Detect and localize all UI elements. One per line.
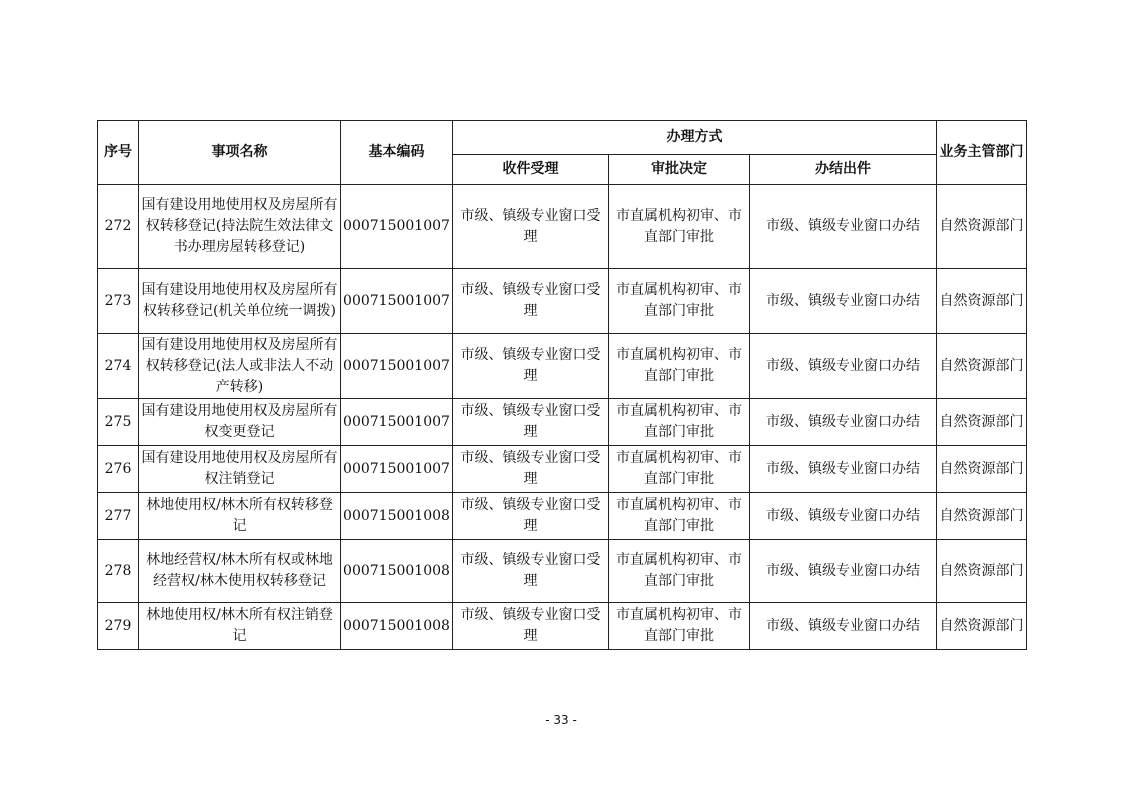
cell-seq: 278: [98, 540, 139, 603]
cell-receive: 市级、镇级专业窗口受理: [453, 540, 609, 603]
header-seq: 序号: [98, 121, 139, 185]
items-table: [97, 120, 1027, 650]
cell-issue: 市级、镇级专业窗口办结: [750, 493, 937, 540]
cell-code: 000715001007: [341, 185, 453, 269]
cell-dept: 自然资源部门: [937, 603, 1027, 650]
cell-dept: 自然资源部门: [937, 493, 1027, 540]
cell-code: 000715001008: [341, 493, 453, 540]
cell-seq: 277: [98, 493, 139, 540]
cell-issue: 市级、镇级专业窗口办结: [750, 446, 937, 493]
table-body: [98, 185, 1027, 650]
header-dept: 业务主管部门: [937, 121, 1027, 185]
table-row: [98, 334, 1027, 399]
table-row: [98, 493, 1027, 540]
cell-issue: 市级、镇级专业窗口办结: [750, 269, 937, 334]
cell-receive: 市级、镇级专业窗口受理: [453, 334, 609, 399]
cell-receive: 市级、镇级专业窗口受理: [453, 185, 609, 269]
cell-code: 000715001007: [341, 334, 453, 399]
cell-approve: 市直属机构初审、市直部门审批: [609, 493, 750, 540]
header-name: 事项名称: [139, 121, 341, 185]
cell-name: 国有建设用地使用权及房屋所有权转移登记(机关单位统一调拨): [139, 269, 341, 334]
cell-code: 000715001007: [341, 446, 453, 493]
cell-receive: 市级、镇级专业窗口受理: [453, 399, 609, 446]
cell-code: 000715001007: [341, 399, 453, 446]
cell-receive: 市级、镇级专业窗口受理: [453, 446, 609, 493]
cell-issue: 市级、镇级专业窗口办结: [750, 334, 937, 399]
header-approve: 审批决定: [609, 155, 750, 185]
cell-approve: 市直属机构初审、市直部门审批: [609, 603, 750, 650]
cell-dept: 自然资源部门: [937, 269, 1027, 334]
table-row: [98, 446, 1027, 493]
cell-issue: 市级、镇级专业窗口办结: [750, 399, 937, 446]
cell-seq: 275: [98, 399, 139, 446]
cell-approve: 市直属机构初审、市直部门审批: [609, 269, 750, 334]
cell-name: 国有建设用地使用权及房屋所有权变更登记: [139, 399, 341, 446]
table-row: [98, 603, 1027, 650]
cell-dept: 自然资源部门: [937, 446, 1027, 493]
cell-seq: 276: [98, 446, 139, 493]
cell-dept: 自然资源部门: [937, 540, 1027, 603]
header-receive: 收件受理: [453, 155, 609, 185]
cell-approve: 市直属机构初审、市直部门审批: [609, 446, 750, 493]
header-method: 办理方式: [453, 121, 937, 155]
table-row: [98, 269, 1027, 334]
cell-issue: 市级、镇级专业窗口办结: [750, 603, 937, 650]
cell-name: 国有建设用地使用权及房屋所有权注销登记: [139, 446, 341, 493]
cell-code: 000715001007: [341, 269, 453, 334]
cell-seq: 279: [98, 603, 139, 650]
cell-name: 国有建设用地使用权及房屋所有权转移登记(法人或非法人不动产转移): [139, 334, 341, 399]
cell-name: 林地经营权/林木所有权或林地经营权/林木使用权转移登记: [139, 540, 341, 603]
table-row: [98, 185, 1027, 269]
cell-approve: 市直属机构初审、市直部门审批: [609, 185, 750, 269]
cell-seq: 273: [98, 269, 139, 334]
cell-code: 000715001008: [341, 603, 453, 650]
header-code: 基本编码: [341, 121, 453, 185]
cell-name: 国有建设用地使用权及房屋所有权转移登记(持法院生效法律文书办理房屋转移登记): [139, 185, 341, 269]
cell-name: 林地使用权/林木所有权注销登记: [139, 603, 341, 650]
cell-issue: 市级、镇级专业窗口办结: [750, 540, 937, 603]
cell-approve: 市直属机构初审、市直部门审批: [609, 540, 750, 603]
page-number: - 33 -: [545, 713, 577, 727]
cell-seq: 274: [98, 334, 139, 399]
cell-receive: 市级、镇级专业窗口受理: [453, 603, 609, 650]
cell-receive: 市级、镇级专业窗口受理: [453, 493, 609, 540]
table-row: [98, 399, 1027, 446]
cell-dept: 自然资源部门: [937, 185, 1027, 269]
cell-receive: 市级、镇级专业窗口受理: [453, 269, 609, 334]
cell-approve: 市直属机构初审、市直部门审批: [609, 334, 750, 399]
header-issue: 办结出件: [750, 155, 937, 185]
cell-issue: 市级、镇级专业窗口办结: [750, 185, 937, 269]
cell-name: 林地使用权/林木所有权转移登记: [139, 493, 341, 540]
cell-code: 000715001008: [341, 540, 453, 603]
cell-dept: 自然资源部门: [937, 334, 1027, 399]
cell-seq: 272: [98, 185, 139, 269]
cell-approve: 市直属机构初审、市直部门审批: [609, 399, 750, 446]
table-row: [98, 540, 1027, 603]
cell-dept: 自然资源部门: [937, 399, 1027, 446]
